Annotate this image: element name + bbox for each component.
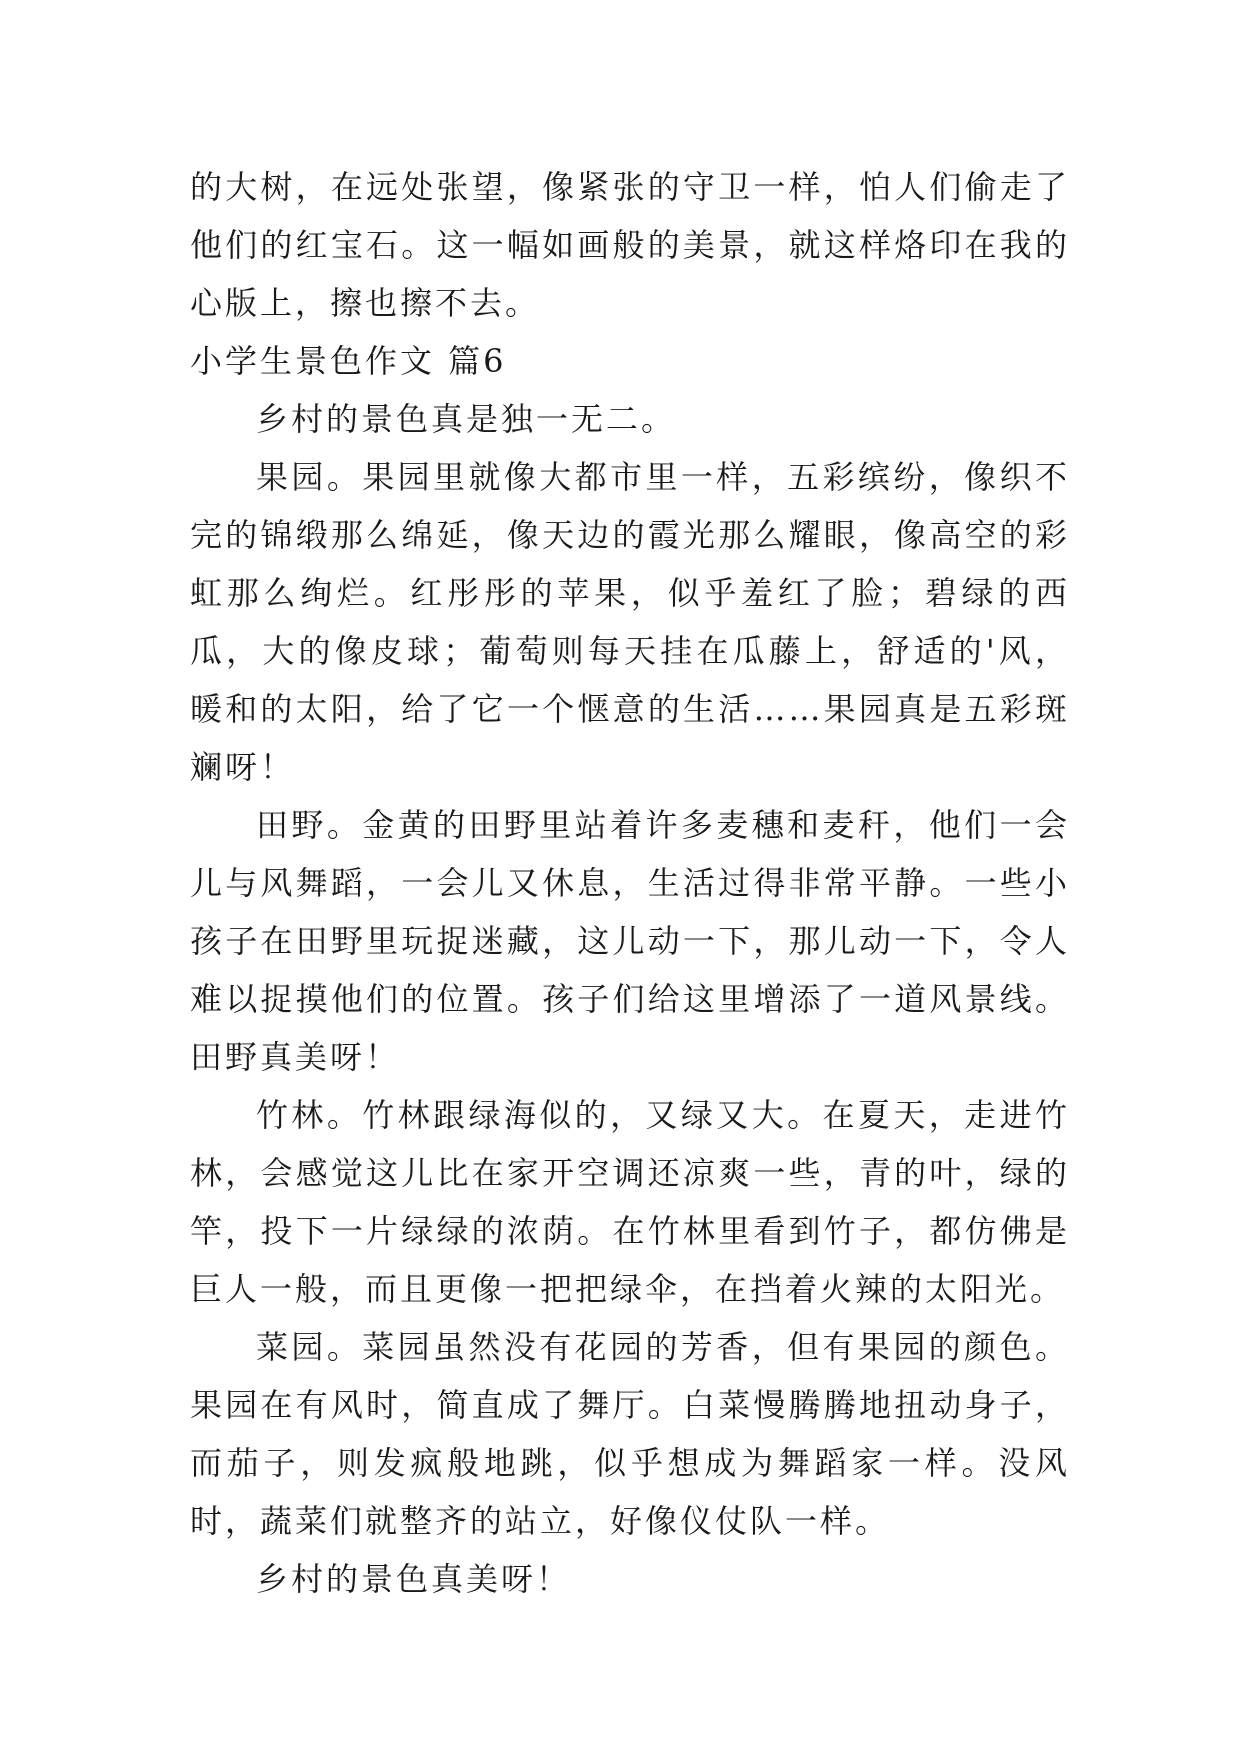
paragraph-bamboo: 竹林。竹林跟绿海似的，又绿又大。在夏天，走进竹林，会感觉这儿比在家开空调还凉爽一些，青的叶，绿的竿，投下一片绿绿的浓荫。在竹林里看到竹子，都仿佛是巨人一般，而且更像一把把绿伞，在挡着火辣的太阳光。: [190, 1096, 1070, 1308]
paragraph-vegetable-garden: 菜园。菜园虽然没有花园的芳香，但有果园的颜色。果园在有风时，简直成了舞厅。白菜慢腾腾地扭动身子，而茄子，则发疯般地跳，似乎想成为舞蹈家一样。没风时，蔬菜们就整齐的站立，好像仪仗队一样。: [190, 1328, 1070, 1540]
article-body: [190, 158, 1070, 1608]
paragraph-orchard: 果园。果园里就像大都市里一样，五彩缤纷，像织不完的锦缎那么绵延，像天边的霞光那么耀眼，像高空的彩虹那么绚烂。红彤彤的苹果，似乎羞红了脸；碧绿的西瓜，大的像皮球；葡萄则每天挂在瓜藤上，舒适的'风，暖和的太阳，给了它一个惬意的生活……果园真是五彩斑斓呀！: [190, 458, 1070, 786]
section-heading: 小学生景色作文 篇6: [190, 342, 507, 380]
paragraph-fields: 田野。金黄的田野里站着许多麦穗和麦秆，他们一会儿与风舞蹈，一会儿又休息，生活过得非常平静。一些小孩子在田野里玩捉迷藏，这儿动一下，那儿动一下，令人难以捉摸他们的位置。孩子们给这里增添了一道风景线。田野真美呀！: [190, 806, 1070, 1076]
paragraph-closing: 乡村的景色真美呀！: [256, 1560, 572, 1598]
paragraph-opening: 乡村的景色真是独一无二。: [256, 400, 677, 438]
continued-paragraph: 的大树，在远处张望，像紧张的守卫一样，怕人们偷走了他们的红宝石。这一幅如画般的美景，就这样烙印在我的心版上，擦也擦不去。: [190, 168, 1070, 322]
